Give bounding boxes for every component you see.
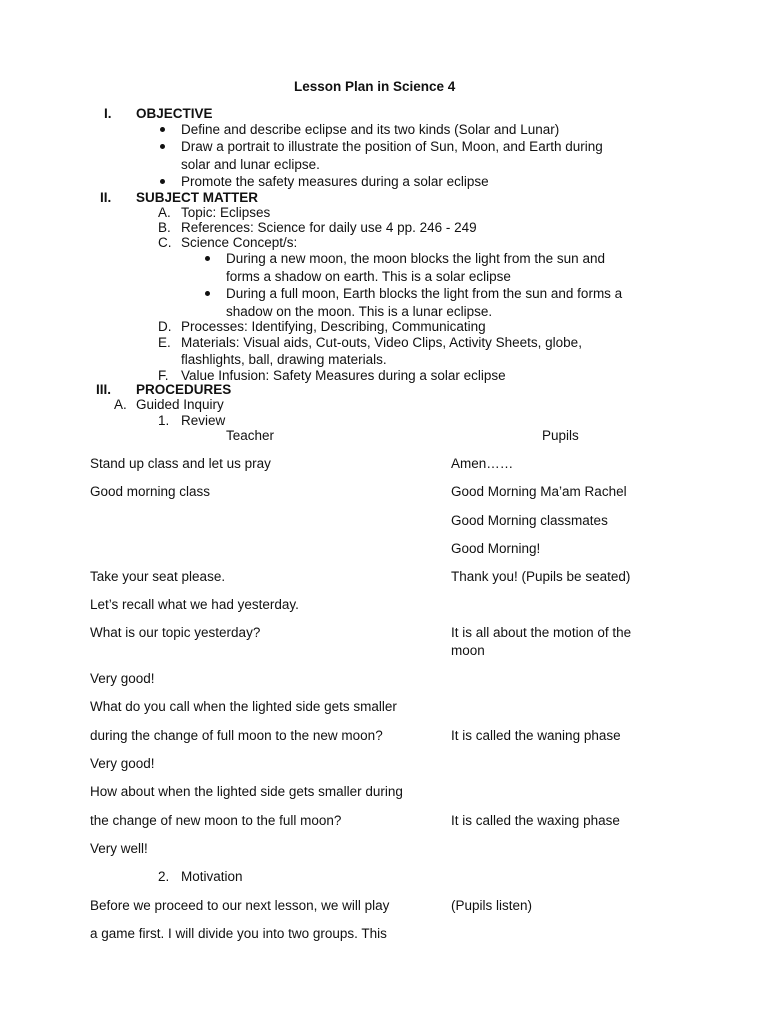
section-heading-subject-matter: SUBJECT MATTER [136,190,259,205]
pupil-line: Good Morning Ma’am Rachel [451,484,627,499]
teacher-line: Good morning class [90,484,211,499]
item-letter: F. [158,368,169,383]
objective-bullet: Define and describe eclipse and its two kinds (Solar and Lunar) [181,122,560,137]
pupil-line: Thank you! (Pupils be seated) [451,569,631,584]
objective-bullet-continuation: solar and lunar eclipse. [181,157,320,172]
teacher-line: What is our topic yesterday? [90,625,261,640]
teacher-line: Let’s recall what we had yesterday. [90,597,299,612]
pupil-line: It is called the waxing phase [451,813,620,828]
teacher-line: Very well! [90,841,148,856]
objective-bullet: Promote the safety measures during a solar eclipse [181,174,489,189]
section-numeral-subject-matter: II. [100,190,112,205]
step-number: 1. [158,413,170,428]
step-motivation: Motivation [181,869,243,884]
item-materials: Materials: Visual aids, Cut-outs, Video Clips, Activity Sheets, globe, [181,335,582,350]
item-letter: E. [158,335,171,350]
teacher-line: How about when the lighted side gets smaller during [90,784,403,799]
objective-bullet: Draw a portrait to illustrate the position of Sun, Moon, and Earth during [181,139,603,154]
concept-bullet-continuation: shadow on the moon. This is a lunar eclipse. [226,304,493,319]
bullet-icon [160,179,165,184]
pupil-line: Good Morning! [451,541,541,556]
item-processes: Processes: Identifying, Describing, Communicating [181,319,486,334]
teacher-column-header: Teacher [226,428,275,443]
step-review: Review [181,413,226,428]
bullet-icon [160,144,165,149]
section-numeral-objective: I. [104,106,112,121]
page-title: Lesson Plan in Science 4 [294,79,456,94]
section-heading-objective: OBJECTIVE [136,106,213,121]
pupil-line: It is called the waning phase [451,728,621,743]
teacher-line: Take your seat please. [90,569,226,584]
teacher-line: Stand up class and let us pray [90,456,271,471]
teacher-line: What do you call when the lighted side gets smaller [90,699,397,714]
item-letter: D. [158,319,172,334]
teacher-line: Very good! [90,756,155,771]
item-materials-continuation: flashlights, ball, drawing materials. [181,352,387,367]
item-references: References: Science for daily use 4 pp. 246 - 249 [181,220,477,235]
section-numeral-procedures: III. [96,382,112,397]
item-letter: C. [158,235,172,250]
item-value-infusion: Value Infusion: Safety Measures during a solar eclipse [181,368,506,383]
procedure-guided-inquiry: Guided Inquiry [136,397,224,412]
pupil-line: (Pupils listen) [451,898,533,913]
pupil-line-continuation: moon [451,643,485,658]
pupil-line: Good Morning classmates [451,513,608,528]
teacher-line: a game first. I will divide you into two groups. This [90,926,387,941]
procedure-letter: A. [114,397,127,412]
teacher-line: the change of new moon to the full moon? [90,813,342,828]
teacher-line: Before we proceed to our next lesson, we will play [90,898,390,913]
bullet-icon [205,256,210,261]
pupil-line: Amen…… [451,456,514,471]
pupils-column-header: Pupils [542,428,579,443]
concept-bullet: During a full moon, Earth blocks the light from the sun and forms a [226,286,623,301]
item-topic: Topic: Eclipses [181,205,271,220]
bullet-icon [205,291,210,296]
teacher-line: during the change of full moon to the new moon? [90,728,383,743]
concept-bullet-continuation: forms a shadow on earth. This is a solar eclipse [226,269,511,284]
concept-bullet: During a new moon, the moon blocks the light from the sun and [226,251,605,266]
item-letter: A. [158,205,171,220]
step-number: 2. [158,869,170,884]
bullet-icon [160,127,165,132]
item-science-concepts: Science Concept/s: [181,235,298,250]
item-letter: B. [158,220,171,235]
section-heading-procedures: PROCEDURES [136,382,232,397]
teacher-line: Very good! [90,671,155,686]
pupil-line: It is all about the motion of the [451,625,632,640]
